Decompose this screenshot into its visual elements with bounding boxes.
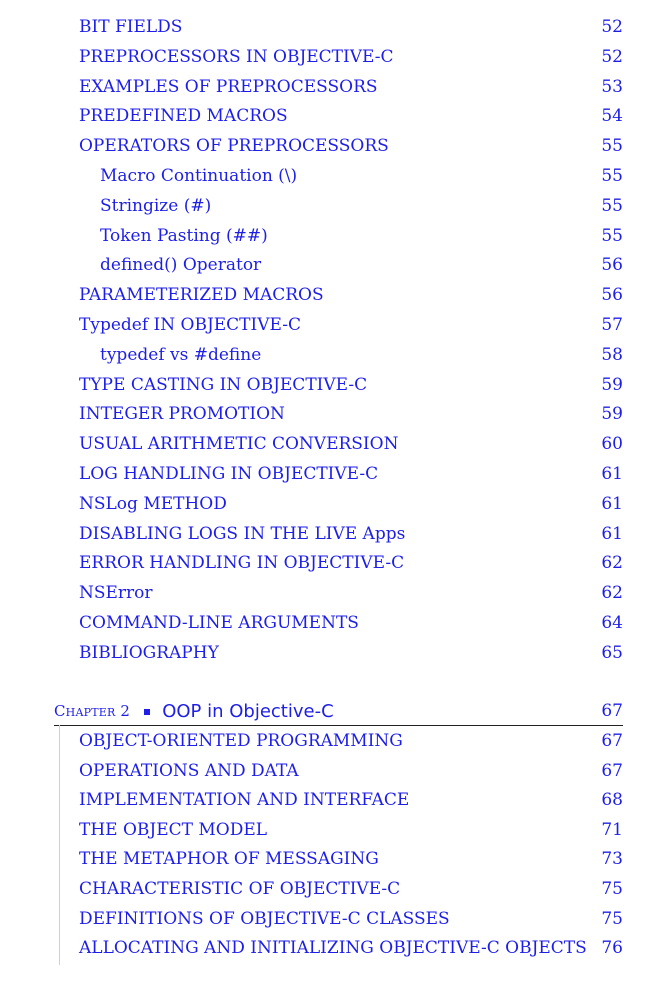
toc-entry-title: ERROR HANDLING IN OBJECTIVE-C (79, 553, 405, 574)
toc-entry-page-number: 54 (601, 106, 623, 127)
toc-entry[interactable] (79, 459, 623, 489)
toc-entry[interactable] (100, 161, 623, 191)
toc-entry-page-number: 57 (601, 315, 623, 335)
toc-entry[interactable] (79, 131, 623, 161)
chapter-page-number: 67 (601, 701, 623, 721)
toc-entry-page-number: 61 (601, 464, 623, 484)
toc-entry-title: typedef vs #define (100, 344, 262, 365)
toc-entry[interactable] (79, 370, 623, 400)
toc-entry[interactable] (79, 429, 623, 459)
chapter-divider-line (59, 725, 60, 965)
toc-entry-page-number: 55 (601, 166, 623, 186)
toc-entry-page-number: 75 (601, 908, 623, 929)
toc-entry-page-number: 52 (601, 17, 623, 37)
toc-entry[interactable] (79, 280, 623, 310)
chapter-label: Chapter 2 (54, 702, 131, 720)
toc-entry[interactable] (79, 519, 623, 549)
toc-entry-title: NSLog METHOD (79, 493, 227, 514)
toc-entry-title: DISABLING LOGS IN THE LIVE Apps (79, 523, 406, 544)
toc-entry[interactable] (79, 548, 623, 578)
toc-entry[interactable] (79, 608, 623, 638)
toc-entry[interactable] (79, 399, 623, 429)
toc-entry-page-number: 67 (601, 731, 623, 751)
toc-entry-title: OBJECT-ORIENTED PROGRAMMING (79, 731, 403, 751)
toc-entry-page-number: 59 (601, 374, 623, 395)
toc-entry[interactable] (79, 933, 623, 963)
toc-entry-page-number: 53 (601, 76, 623, 97)
toc-entry-title: Stringize (#) (100, 195, 212, 216)
toc-entry[interactable] (79, 489, 623, 519)
toc-entry[interactable] (79, 12, 623, 42)
toc-entry[interactable] (79, 578, 623, 608)
toc-entry-title: USUAL ARITHMETIC CONVERSION (79, 434, 399, 455)
toc-entry[interactable] (79, 844, 623, 874)
toc-entry[interactable] (100, 250, 623, 280)
toc-entry-page-number: 62 (601, 583, 623, 604)
toc-entry-page-number: 59 (601, 404, 623, 425)
toc-entry[interactable] (79, 874, 623, 904)
toc-entry[interactable] (79, 638, 623, 668)
toc-entry-title: DEFINITIONS OF OBJECTIVE-C CLASSES (79, 908, 450, 929)
toc-entry-page-number: 58 (601, 344, 623, 365)
toc-entry[interactable] (79, 815, 623, 845)
toc-entry[interactable] (100, 191, 623, 221)
toc-entry-title: PREPROCESSORS IN OBJECTIVE-C (79, 46, 394, 67)
square-bullet-icon (144, 709, 150, 715)
toc-entry-page-number: 64 (601, 613, 623, 633)
toc-entry[interactable] (79, 785, 623, 815)
toc-entry-page-number: 73 (601, 849, 623, 870)
toc-entry-title: Macro Continuation (\) (100, 166, 298, 186)
chapter-title: OOP in Objective-C (162, 700, 334, 722)
toc-entry-title: BIBLIOGRAPHY (79, 642, 219, 663)
toc-entry[interactable] (79, 72, 623, 102)
toc-entry-title: ALLOCATING AND INITIALIZING OBJECTIVE-C OBJECTS (79, 938, 587, 959)
toc-entry-title: OPERATIONS AND DATA (79, 760, 299, 781)
toc-entry[interactable] (79, 756, 623, 786)
toc-entry-page-number: 67 (601, 760, 623, 781)
toc-entry-title: THE METAPHOR OF MESSAGING (79, 849, 379, 870)
toc-entry[interactable] (79, 310, 623, 340)
toc-entry-title: EXAMPLES OF PREPROCESSORS (79, 76, 378, 97)
toc-entry-page-number: 52 (601, 46, 623, 67)
toc-entry-page-number: 55 (601, 225, 623, 246)
toc-entry-title: THE OBJECT MODEL (79, 819, 268, 840)
toc-entry-title: COMMAND-LINE ARGUMENTS (79, 613, 359, 633)
toc-entry-title: BIT FIELDS (79, 17, 183, 37)
toc-entry-title: IMPLEMENTATION AND INTERFACE (79, 790, 410, 811)
toc-entry-title: Token Pasting (##) (100, 225, 268, 246)
toc-entry-title: INTEGER PROMOTION (79, 404, 285, 425)
toc-entry-page-number: 56 (601, 285, 623, 306)
toc-entry-page-number: 68 (601, 790, 623, 811)
toc-entry-page-number: 62 (601, 553, 623, 574)
toc-entry-page-number: 55 (601, 195, 623, 216)
toc-entry-page-number: 61 (601, 493, 623, 514)
toc-entry-title: OPERATORS OF PREPROCESSORS (79, 136, 389, 157)
toc-entry-page-number: 71 (601, 819, 623, 840)
toc-entry-title: NSError (79, 583, 153, 604)
toc-entry-page-number: 61 (601, 523, 623, 544)
toc-entry-title: PREDEFINED MACROS (79, 106, 288, 127)
toc-entry-page-number: 65 (601, 642, 623, 663)
toc-entry[interactable] (79, 726, 623, 756)
toc-entry[interactable] (79, 42, 623, 72)
toc-entry-title: PARAMETERIZED MACROS (79, 285, 324, 306)
toc-entry-page-number: 76 (601, 938, 623, 959)
toc-entry[interactable] (100, 221, 623, 251)
toc-entry-page-number: 56 (601, 255, 623, 276)
toc-entry-page-number: 55 (601, 136, 623, 157)
toc-entry[interactable] (79, 101, 623, 131)
toc-entry[interactable] (79, 904, 623, 934)
toc-entry-title: defined() Operator (100, 255, 262, 276)
toc-entry[interactable] (100, 340, 623, 370)
chapter-heading[interactable] (54, 697, 623, 726)
toc-entry-page-number: 75 (601, 879, 623, 899)
toc-entry-title: Typedef IN OBJECTIVE-C (79, 315, 301, 335)
toc-entry-page-number: 60 (601, 434, 623, 455)
toc-entry-title: CHARACTERISTIC OF OBJECTIVE-C (79, 879, 401, 899)
toc-entry-title: LOG HANDLING IN OBJECTIVE-C (79, 464, 379, 484)
toc-entry-title: TYPE CASTING IN OBJECTIVE-C (79, 374, 368, 395)
